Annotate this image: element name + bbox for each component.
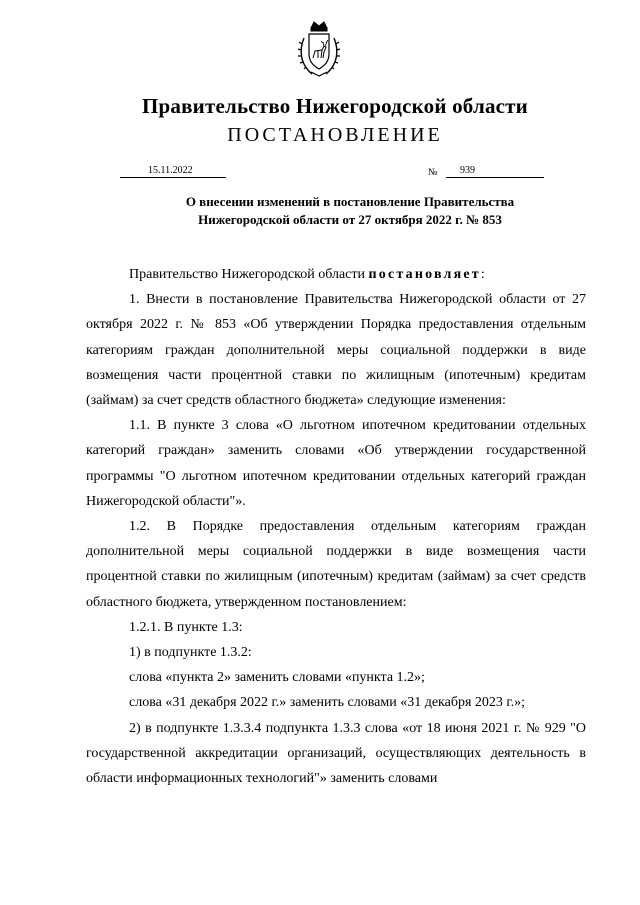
document-date: 15.11.2022 — [120, 165, 226, 178]
paragraph-1: 1. Внести в постановление Правительства Нижегородской области от 27 октября 2022 г. № 853 «Об утверждении Порядка предоставления отдельным категориям граждан дополнительной меры социальной поддержки в виде возмещения части процентной ставки по жилищным (ипотечным) кредитам (займам) за счет средств областного бюджета» следующие изменения: — [86, 292, 586, 409]
document-body — [86, 262, 586, 791]
document-number: 939 — [446, 165, 544, 178]
intro-decree-word: постановляет — [368, 267, 481, 282]
intro-prefix: Правительство Нижегородской области — [129, 267, 369, 282]
subject-line-1: О внесении изменений в постановление Правительства — [185, 194, 515, 209]
subparagraph-1-a: слова «пункта 2» заменить словами «пункта 1.2»; — [129, 670, 425, 686]
paragraph-1-1: 1.1. В пункте 3 слова «О льготном ипотечном кредитовании отдельных категорий граждан» заменить словами «Об утверждении государственной программы "О льготном ипотечном кредитовании отдельных категорий граждан Нижегородской области"». — [86, 418, 586, 509]
subparagraph-1: 1) в подпункте 1.3.2: — [129, 645, 252, 661]
document-subject — [120, 193, 580, 229]
number-sign: № — [428, 167, 438, 178]
subparagraph-2: 2) в подпункте 1.3.3.4 подпункта 1.3.3 слова «от 18 июня 2021 г. № 929 "О государственной аккредитации организаций, осуществляющих деятельность в области информационных технологий"» заменить словами — [86, 720, 586, 787]
intro-paragraph — [86, 262, 586, 287]
intro-suffix: : — [480, 267, 485, 282]
government-name: Правительство Нижегородской области — [142, 94, 528, 118]
coat-of-arms-icon — [294, 18, 344, 78]
subject-line-2: Нижегородской области от 27 октября 2022 г. № 853 — [198, 212, 502, 227]
document-type: ПОСТАНОВЛЕНИЕ — [227, 124, 443, 146]
subparagraph-1-b: слова «31 декабря 2022 г.» заменить словами «31 декабря 2023 г.»; — [129, 695, 525, 711]
paragraph-1-2-1: 1.2.1. В пункте 1.3: — [129, 619, 243, 635]
paragraph-1-2: 1.2. В Порядке предоставления отдельным категориям граждан дополнительной меры социальной поддержки в виде возмещения части процентной ставки по жилищным (ипотечным) кредитам (займам) за счет средств областного бюджета, утвержденном постановлением: — [86, 519, 586, 610]
